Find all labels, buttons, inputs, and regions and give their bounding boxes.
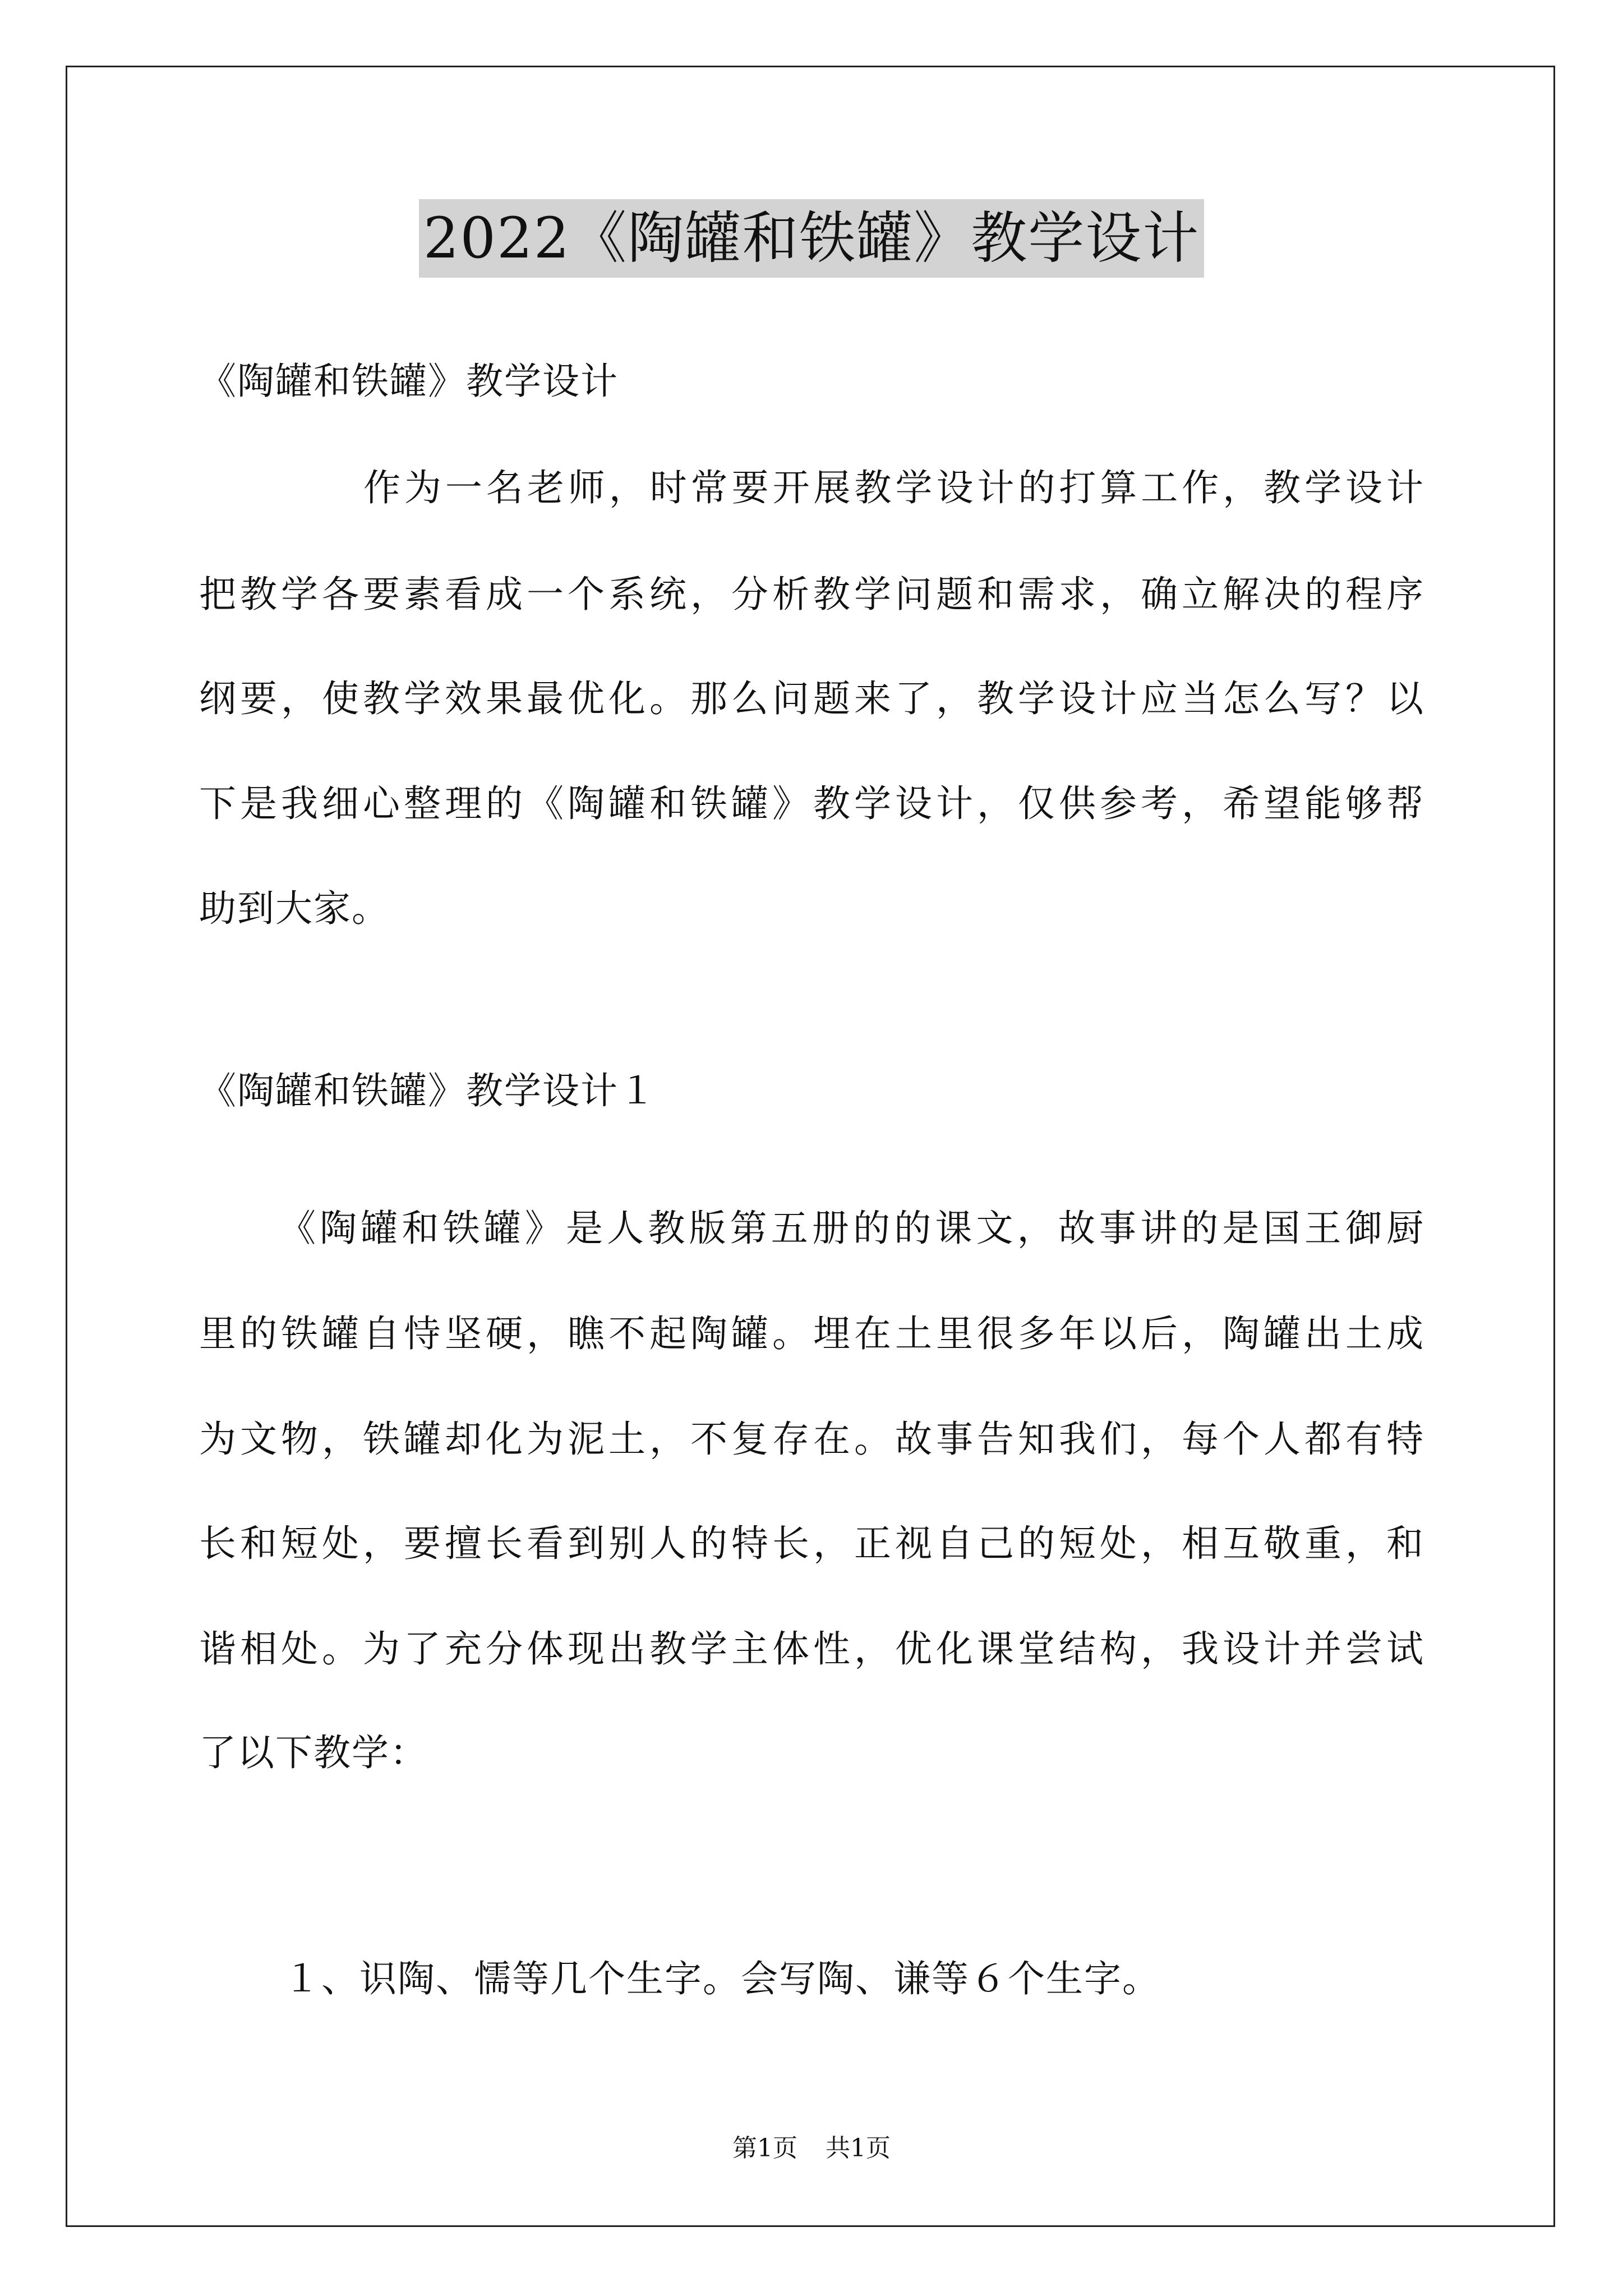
intro-line-4: 下是我细心整理的《陶罐和铁罐》教学设计，仅供参考，希望能够帮 xyxy=(199,782,1424,825)
body-line-5: 谐相处。为了充分体现出教学主体性，优化课堂结构，我设计并尝试 xyxy=(199,1627,1424,1671)
document-title: 2022《陶罐和铁罐》教学设计 xyxy=(419,199,1205,278)
intro-line-1: 作为一名老师，时常要开展教学设计的打算工作，教学设计 xyxy=(363,466,1424,509)
body-line-2: 里的铁罐自恃坚硬，瞧不起陶罐。埋在土里很多年以后，陶罐出土成 xyxy=(199,1312,1424,1355)
page-footer xyxy=(0,2132,1623,2165)
list-item-1: １、识陶、懦等几个生字。会写陶、谦等６个生字。 xyxy=(283,1957,1160,2000)
body-line-1: 《陶罐和铁罐》是人教版第五册的的课文，故事讲的是国王御厨 xyxy=(279,1207,1424,1250)
section-heading: 《陶罐和铁罐》教学设计１ xyxy=(199,1069,657,1112)
intro-line-5: 助到大家。 xyxy=(199,887,390,930)
intro-line-3: 纲要，使教学效果最优化。那么问题来了，教学设计应当怎么写？以 xyxy=(199,677,1424,720)
page-number: 第1页 xyxy=(732,2134,797,2162)
title-container xyxy=(0,199,1623,278)
intro-line-2: 把教学各要素看成一个系统，分析教学问题和需求，确立解决的程序 xyxy=(199,573,1424,616)
body-line-4: 长和短处，要擅长看到别人的特长，正视自己的短处，相互敬重，和 xyxy=(199,1522,1424,1565)
body-line-6: 了以下教学： xyxy=(199,1731,428,1774)
body-line-3: 为文物，铁罐却化为泥土，不复存在。故事告知我们，每个人都有特 xyxy=(199,1418,1424,1461)
page-total: 共1页 xyxy=(826,2134,891,2162)
document-subtitle: 《陶罐和铁罐》教学设计 xyxy=(199,360,619,403)
